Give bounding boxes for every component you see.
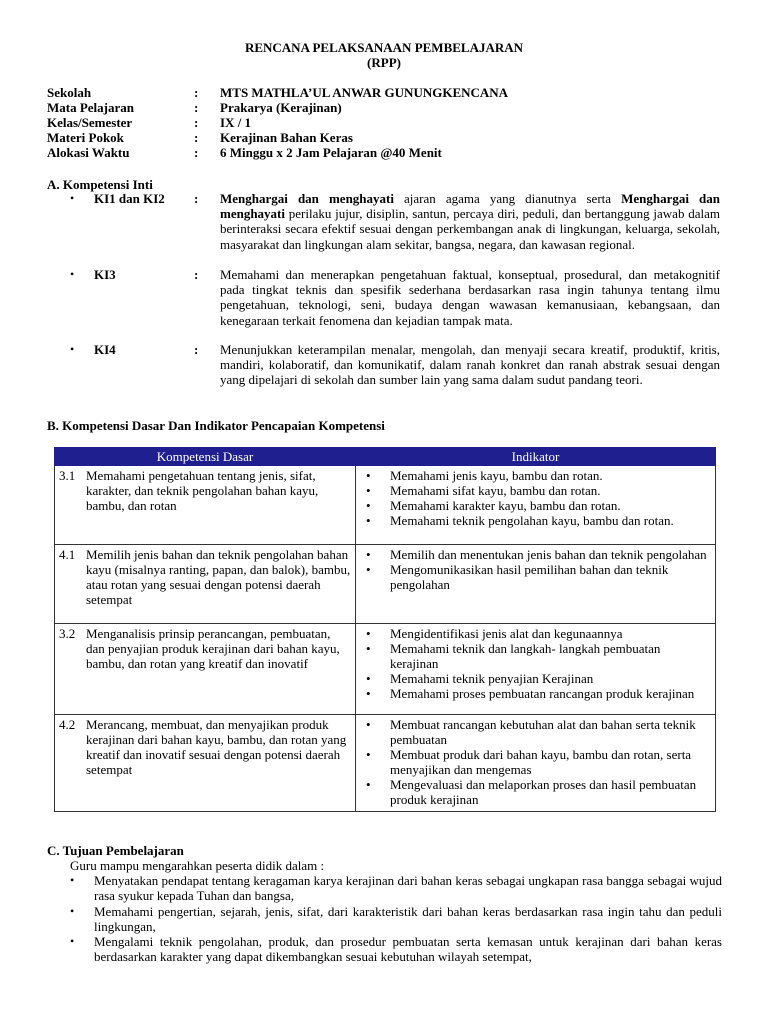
list-item: Mengalami teknik pengolahan, produk, dan prosedur pembuatan serta kemasan untuk kerajinan dari bahan keras berdasarkan karakter yang dapat dikembangkan sesuai kebutuhan wilayah setempat, [94,934,722,965]
table-row [55,715,716,812]
kd-number: 3.1 [59,468,76,483]
bullet-icon: • [70,934,75,948]
table-row [55,545,716,624]
bullet-icon: • [366,513,371,528]
indicator-text: Mengomunikasikan hasil pemilihan bahan dan teknik pengolahan [390,562,669,592]
ki12-text-2: perilaku jujur, disiplin, santun, percaya diri, peduli, dan bertanggung jawab dalam berinteraksi secara efektif sesuai dengan perkembangan anak di lingkungan, keluarga, sekolah, masyarakat dan lingkungan alam sekitar, bangsa, negara, dan kawasan regional. [220,206,720,252]
indicator-text: Memahami teknik dan langkah- langkah pembuatan kerajinan [390,641,661,671]
bullet-icon: • [366,498,371,513]
identity-sep: : [194,130,199,145]
bullet-icon: • [366,641,371,656]
indicator-text: Membuat rancangan kebutuhan alat dan bahan serta teknik pembuatan [390,717,696,747]
section-a-heading: A. Kompetensi Inti [47,177,153,192]
indicator-cell [356,545,716,624]
identity-sep: : [194,100,199,115]
ki3-label: KI3 [94,267,116,282]
ki12-bold-2: Menghargai dan menghayati [220,191,720,222]
kd-number: 4.2 [59,717,76,732]
list-item [360,641,711,671]
identity-label-sekolah: Sekolah [47,85,92,100]
indicator-text: Membuat produk dari bahan kayu, bambu dan rotan, serta menyajikan dan mengemas [390,747,692,777]
section-b-heading: B. Kompetensi Dasar Dan Indikator Pencapaian Kompetensi [47,418,385,433]
bullet-icon: • [366,686,371,701]
table-row [55,466,716,545]
doc-subtitle: (RPP) [367,55,401,70]
indicator-text: Memilih dan menentukan jenis bahan dan teknik pengolahan [390,547,707,562]
list-item: Memahami pengertian, sejarah, jenis, sifat, dari karakteristik dari bahan keras berdasarkan rasa ingin tahu dan peduli lingkungan, [94,904,722,935]
kd-number: 4.1 [59,547,76,562]
indicator-text: Memahami proses pembuatan rancangan produk kerajinan [390,686,695,701]
bullet-icon: • [366,717,371,732]
identity-value-alokasi: 6 Minggu x 2 Jam Pelajaran @40 Menit [220,145,442,160]
bullet-icon: • [366,671,371,686]
ki12-text [220,191,720,252]
kd-cell [55,545,356,624]
identity-label-mapel: Mata Pelajaran [47,100,135,115]
kd-number: 3.2 [59,626,76,641]
list-item [360,671,711,686]
kd-indicator-table [54,447,716,812]
identity-value-mapel: Prakarya (Kerajinan) [220,100,342,115]
table-row [55,624,716,715]
list-item [360,468,711,483]
list-item [360,547,711,562]
indicator-text: Memahami teknik pengolahan kayu, bambu dan rotan. [390,513,674,528]
list-item [360,483,711,498]
list-item [360,498,711,513]
list-item [360,777,711,807]
ki3-text: Memahami dan menerapkan pengetahuan faktual, konseptual, prosedural, dan metakognitif pada tingkat teknis dan spesifik sederhana berdasarkan rasa ingin tahunya tentang ilmu pengetahuan, teknologi, seni, budaya dengan wawasan kemanusiaan, kebangsaan, dan kenegaraan terkait fenomena dan kejadian tampak mata. [220,267,720,328]
ki4-label: KI4 [94,342,116,357]
doc-title: RENCANA PELAKSANAAN PEMBELAJARAN [244,40,524,55]
identity-label-materi: Materi Pokok [47,130,124,145]
tujuan-intro: Guru mampu mengarahkan peserta didik dalam : [70,858,325,873]
list-item [360,562,711,592]
ki4-sep: : [194,342,199,357]
indicator-cell [356,466,716,545]
indicator-text: Memahami karakter kayu, bambu dan rotan. [390,498,621,513]
bullet-icon: • [70,904,75,918]
bullet-icon: • [366,562,371,577]
list-item [360,513,711,528]
bullet-icon: • [70,873,75,887]
ki12-bold-1: Menghargai dan menghayati [220,191,394,206]
indicator-text: Mengidentifikasi jenis alat dan kegunaannya [390,626,623,641]
indicator-text: Memahami sifat kayu, bambu dan rotan. [390,483,601,498]
list-item [360,717,711,747]
table-header-row [55,448,716,466]
bullet-icon: • [366,626,371,641]
list-item [360,686,711,701]
kd-cell [55,624,356,715]
col-header-indikator: Indikator [356,448,716,466]
bullet-icon: • [366,747,371,762]
kd-text: Menganalisis prinsip perancangan, pembuatan, dan penyajian produk kerajinan dari bahan kayu, bambu, dan rotan yang kreatif dan inovatif [86,626,340,671]
bullet-icon: • [366,483,371,498]
kd-cell [55,466,356,545]
bullet-icon: • [70,191,75,205]
identity-value-sekolah: MTS MATHLA’UL ANWAR GUNUNGKENCANA [220,85,509,100]
ki3-sep: : [194,267,199,282]
identity-sep: : [194,85,199,100]
bullet-icon: • [366,468,371,483]
bullet-icon: • [366,547,371,562]
section-c-heading: C. Tujuan Pembelajaran [47,843,184,858]
identity-sep: : [194,115,199,130]
identity-value-kelas: IX / 1 [220,115,252,130]
identity-sep: : [194,145,199,160]
kd-text: Memahami pengetahuan tentang jenis, sifat, karakter, dan teknik pengolahan bahan kayu, bambu, dan rotan [86,468,319,513]
ki12-sep: : [194,191,199,206]
col-header-kd: Kompetensi Dasar [55,448,356,466]
identity-value-materi: Kerajinan Bahan Keras [220,130,353,145]
kd-text: Memilih jenis bahan dan teknik pengolahan bahan kayu (misalnya ranting, papan, dan balok), bambu, atau rotan yang sesuai dengan potensi daerah setempat [86,547,351,607]
ki4-text: Menunjukkan keterampilan menalar, mengolah, dan menyaji secara kreatif, produktif, kritis, mandiri, kolaboratif, dan komunikatif, dalam ranah konkret dan ranah abstrak sesuai dengan yang dipelajari di sekolah dan sumber lain yang sama dalam sudut pandang teori. [220,342,720,388]
indicator-text: Memahami teknik penyajian Kerajinan [390,671,594,686]
list-item [360,747,711,777]
bullet-icon: • [70,342,75,356]
bullet-icon: • [366,777,371,792]
bullet-icon: • [70,267,75,281]
indicator-text: Memahami jenis kayu, bambu dan rotan. [390,468,603,483]
list-item [360,626,711,641]
ki12-text-1: ajaran agama yang dianutnya serta [393,191,622,206]
indicator-cell [356,624,716,715]
identity-label-kelas: Kelas/Semester [47,115,133,130]
indicator-text: Mengevaluasi dan melaporkan proses dan hasil pembuatan produk kerajinan [390,777,697,807]
ki12-label: KI1 dan KI2 [94,191,165,206]
identity-label-alokasi: Alokasi Waktu [47,145,130,160]
kd-text: Merancang, membuat, dan menyajikan produk kerajinan dari bahan kayu, bambu, dan rotan yang kreatif dan inovatif sesuai dengan potensi daerah setempat [86,717,347,777]
kd-cell [55,715,356,812]
indicator-cell [356,715,716,812]
list-item: Menyatakan pendapat tentang keragaman karya kerajinan dari bahan keras sebagai ungkapan rasa bangga sebagai wujud rasa syukur kepada Tuhan dan bangsa, [94,873,722,904]
